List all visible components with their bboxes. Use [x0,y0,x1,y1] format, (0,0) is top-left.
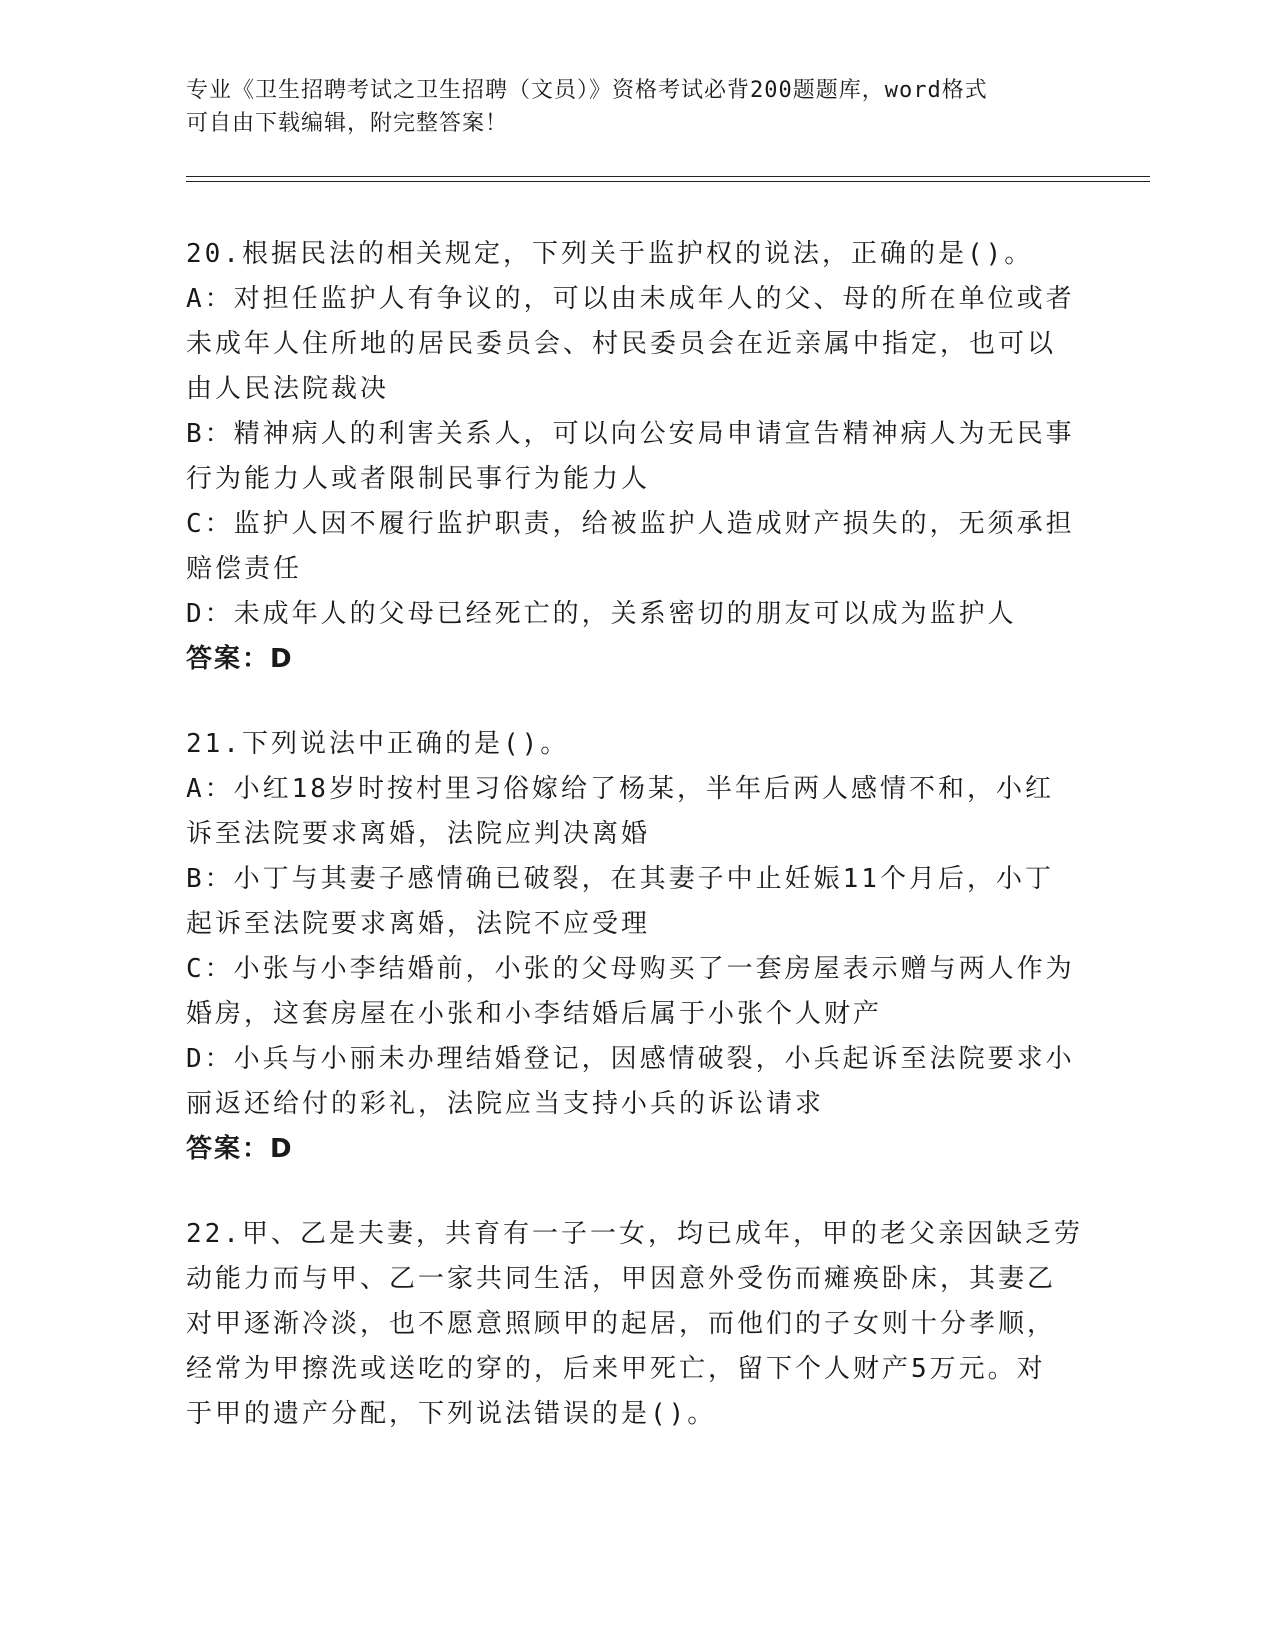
question-stem-line: 于甲的遗产分配，下列说法错误的是()。 [186,1399,717,1429]
question-stem-line: 经常为甲擦洗或送吃的穿的，后来甲死亡，留下个人财产5万元。对 [186,1354,1046,1384]
answer-option-line: 诉至法院要求离婚，法院应判决离婚 [186,819,651,849]
question-stem-line: 对甲逐渐冷淡，也不愿意照顾甲的起居，而他们的子女则十分孝顺， [186,1309,1057,1339]
question-block [186,232,1086,682]
answer-option [186,767,1086,857]
question-stem-line: 动能力而与甲、乙一家共同生活，甲因意外受伤而瘫痪卧床，其妻乙 [186,1264,1057,1294]
answer-option-line: A：小红18岁时按村里习俗嫁给了杨某，半年后两人感情不和，小红 [186,774,1054,804]
answer-option [186,277,1086,412]
question-block [186,1212,1086,1437]
header-line-1: 专业《卫生招聘考试之卫生招聘（文员）》资格考试必背200题题库，word格式 [186,78,988,103]
answer-option-line: 起诉至法院要求离婚，法院不应受理 [186,909,651,939]
answer-option-line: C：小张与小李结婚前，小张的父母购买了一套房屋表示赠与两人作为 [186,954,1075,984]
answer-key: 答案：D [186,644,294,674]
document-header [186,74,1066,140]
answer-option-line: B：小丁与其妻子感情确已破裂，在其妻子中止妊娠11个月后，小丁 [186,864,1054,894]
answer-option-line: 赔偿责任 [186,554,303,584]
answer-option-line: D：小兵与小丽未办理结婚登记，因感情破裂，小兵起诉至法院要求小 [186,1044,1075,1074]
answer-option [186,947,1086,1037]
answer-option-line: 由人民法院裁决 [186,374,390,404]
question-stem-line: 22.甲、乙是夫妻，共育有一子一女，均已成年，甲的老父亲因缺乏劳 [186,1219,1083,1249]
header-divider [186,176,1150,182]
question-block [186,722,1086,1172]
answer-option [186,592,1086,637]
question-stem-line: 21.下列说法中正确的是()。 [186,729,570,759]
answer-option [186,502,1086,592]
answer-option-line: A：对担任监护人有争议的，可以由未成年人的父、母的所在单位或者 [186,284,1075,314]
answer-option [186,857,1086,947]
header-line-2: 可自由下载编辑，附完整答案！ [186,111,509,136]
answer-option-line: 婚房，这套房屋在小张和小李结婚后属于小张个人财产 [186,999,883,1029]
answer-option-line: 未成年人住所地的居民委员会、村民委员会在近亲属中指定，也可以 [186,329,1057,359]
answer-option [186,412,1086,502]
answer-option-line: D：未成年人的父母已经死亡的，关系密切的朋友可以成为监护人 [186,599,1017,629]
question-stem-line: 20.根据民法的相关规定，下列关于监护权的说法，正确的是()。 [186,239,1034,269]
answer-option-line: 丽返还给付的彩礼，法院应当支持小兵的诉讼请求 [186,1089,825,1119]
answer-option-line: 行为能力人或者限制民事行为能力人 [186,464,651,494]
answer-option [186,1037,1086,1127]
answer-option-line: B：精神病人的利害关系人，可以向公安局申请宣告精神病人为无民事 [186,419,1075,449]
question-list [186,232,1086,1477]
answer-key: 答案：D [186,1134,294,1164]
answer-option-line: C：监护人因不履行监护职责，给被监护人造成财产损失的，无须承担 [186,509,1075,539]
